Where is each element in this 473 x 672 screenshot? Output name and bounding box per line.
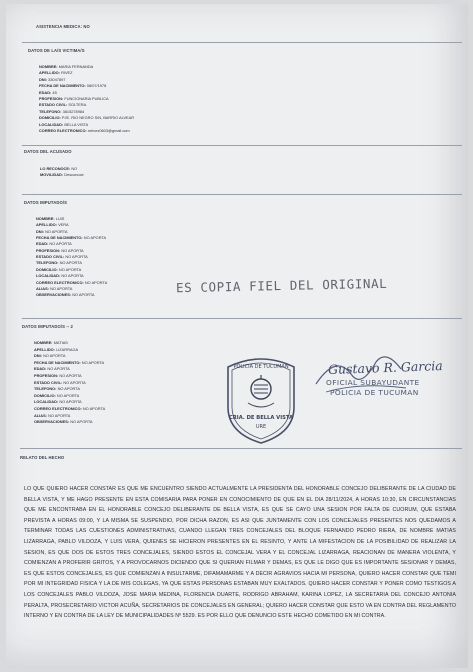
victima-field-row: [39, 128, 130, 134]
imputado2-field-label: LOCALIDAD:: [34, 399, 59, 405]
imputado1-field-label: EDAD:: [36, 241, 49, 247]
copia-fiel-stamp: ES COPIA FIEL DEL ORIGINAL: [175, 275, 388, 296]
imputado1-field-row: [36, 229, 67, 235]
imputado1-field-label: APELLIDO:: [36, 222, 57, 228]
imputado2-field-label: NOMBRE:: [34, 340, 53, 345]
victima-field-row: [39, 64, 93, 70]
imputado2-field-value: NO APORTA: [43, 353, 66, 359]
victima-field-value: 08/07/1978: [86, 83, 107, 89]
imputado1-field-value: NO APORTA: [61, 273, 84, 279]
victima-field-label: FECHA DE NACIMIENTO:: [39, 83, 86, 89]
victima-field-row: [39, 115, 134, 121]
imputado1-field-row: [36, 241, 72, 247]
divider: [22, 42, 462, 43]
seal-top-text: POLICIA DE TUCUMAN: [233, 364, 289, 370]
victima-field-value: MARIA FERNANDA: [58, 64, 94, 69]
imputado2-field-label: ESTADO CIVIL:: [34, 379, 63, 385]
imputado1-field-row: [36, 235, 106, 241]
imputado2-field-row: [34, 386, 80, 392]
imputado1-field-label: DOMICILIO:: [36, 266, 58, 272]
imputado2-field-value: NO APORTA: [59, 373, 82, 378]
imputado2-field-value: NO APORTA: [59, 399, 82, 405]
imputado1-field-value: NO APORTA: [58, 266, 82, 272]
acusado-field-row: [40, 166, 77, 172]
imputado2-field-row: [34, 406, 105, 412]
imputado2-field-label: DNI:: [34, 353, 42, 359]
relato-section-title: RELATO DEL HECHO: [20, 455, 65, 460]
imputado2-field-row: [34, 353, 65, 359]
police-seal-icon: [218, 353, 304, 445]
imputado1-field-value: NO APORTA: [50, 285, 73, 291]
imputado2-field-value: MATIAS: [53, 340, 68, 345]
imputado2-field-label: TELEFONO:: [34, 386, 57, 392]
victima-field-row: [39, 102, 86, 108]
acusado-field-value: Desconoce: [64, 172, 84, 178]
victima-field-row: [39, 109, 84, 115]
imputado2-field-label: FECHA DE NACIMIENTO:: [34, 359, 81, 365]
seal-sub-text: URE: [255, 424, 267, 430]
imputado2-field-row: [34, 347, 78, 353]
victima-field-label: DNI:: [39, 76, 47, 82]
imputado2-field-label: DOMICILIO:: [34, 392, 56, 398]
imputado1-field-label: PROFESION:: [36, 247, 61, 253]
imputado1-field-value: NO APORTA: [61, 247, 84, 253]
imputado2-field-value: NO APORTA: [47, 366, 70, 372]
imputado1-field-row: [36, 248, 84, 254]
victima-field-row: [39, 70, 73, 76]
victima-field-value: RIVEZ: [61, 70, 73, 76]
acusado-field-value: NO: [71, 166, 78, 171]
imputado1-field-label: CORREO ELECTRONICO:: [36, 279, 84, 285]
imputado2-field-value: NO APORTA: [48, 412, 71, 418]
imputado1-field-row: [36, 286, 72, 292]
divider: [22, 194, 462, 195]
victima-field-row: [39, 83, 106, 89]
imputado2-field-value: NO APORTA: [57, 386, 80, 392]
victima-field-row: [39, 90, 57, 96]
victima-field-label: PROFESION:: [39, 96, 64, 101]
imputado1-field-value: NO APORTA: [49, 241, 72, 247]
signature-scribble-icon: [306, 344, 416, 404]
imputado1-field-label: ESTADO CIVIL:: [36, 254, 65, 260]
victima-field-label: LOCALIDAD:: [39, 121, 64, 127]
imputado1-field-row: [36, 273, 84, 279]
acusado-field-label: LO RECONOCE:: [40, 166, 71, 171]
victima-field-value: PJE. RIO NEGRO S/N, BARRIO ALVEAR: [61, 115, 135, 121]
imputado2-field-label: EDAD:: [34, 366, 47, 372]
victima-field-row: [39, 122, 88, 128]
asistencia-medica: ASISTENCIA MEDICA: NO: [36, 24, 90, 29]
imputado1-field-row: [36, 222, 69, 228]
victima-field-value: SOLTERA: [68, 102, 87, 108]
imputado2-field-row: [34, 373, 82, 379]
imputado1-field-row: [36, 260, 82, 266]
imputado1-field-value: NO APORTA: [72, 292, 95, 298]
imputado2-field-row: [34, 360, 104, 366]
imputado1-field-value: NO APORTA: [59, 260, 82, 266]
imputado1-field-row: [36, 292, 95, 298]
imputado1-field-row: [36, 280, 107, 286]
imputado1-field-value: LUIS: [55, 216, 65, 221]
imputado1-section-title: DATOS IMPUTADO/S: [24, 200, 68, 205]
victima-field-label: EDAD:: [39, 89, 52, 95]
imputado1-field-label: OBSERVACIONES:: [36, 292, 72, 298]
victima-field-label: NOMBRE:: [39, 64, 58, 69]
imputado2-field-value: NO APORTA: [81, 359, 105, 365]
imputado1-field-label: NOMBRE:: [36, 216, 55, 221]
signature-role: OFICIAL SUBAYUDANTE: [326, 378, 420, 387]
imputado1-field-value: NO APORTA: [84, 279, 108, 285]
imputado2-field-value: LIZARRAGA: [56, 346, 79, 352]
imputado2-field-row: [34, 393, 79, 399]
imputado2-field-label: PROFESION:: [34, 373, 59, 378]
acusado-section-title: DATOS DEL ACUSADO: [24, 149, 72, 154]
signature-name: Gustavo R. Garcia: [327, 358, 443, 377]
imputado2-field-row: [34, 419, 93, 425]
imputado2-field-value: NO APORTA: [70, 419, 93, 425]
imputado2-field-row: [34, 366, 70, 372]
victima-field-label: ESTADO CIVIL:: [39, 102, 68, 108]
imputado1-field-value: NO APORTA: [65, 254, 88, 260]
imputado1-field-label: ALIAS:: [36, 285, 49, 291]
victima-field-row: [39, 77, 65, 83]
victima-field-label: TELEFONO:: [39, 108, 62, 114]
imputado1-field-label: LOCALIDAD:: [36, 273, 61, 279]
victima-section-title: DATOS DE LA/S VICTIMA/S: [28, 48, 85, 53]
imputado1-field-value: NO APORTA: [83, 235, 107, 241]
victima-field-value: 3815278984: [62, 108, 85, 114]
imputado1-field-label: FECHA DE NACIMIENTO:: [36, 235, 83, 241]
imputado2-field-row: [34, 399, 82, 405]
victima-field-label: DOMICILIO:: [39, 115, 61, 121]
acusado-field-row: [40, 172, 84, 178]
imputado1-field-label: TELEFONO:: [36, 260, 59, 266]
relato-text: LO QUE QUIERO HACER CONSTAR ES QUE ME ENCUENTRO SIENDO ACTUALMENTE LA PRESIDENTA DEL HONORABLE CONCEJO DELIBERANTE DE LA CIUDAD DE BELLA VISTA, Y ME HAGO PRESENTE EN ESTA COMISARIA PARA PONER EN CONOCIMIENTO DE QUE EN EL DIA 28/11/2024, A HORAS 10:30, EN CIRCUNSTANCIAS QUE ME ENCONTRABA EN EL HONORABLE CONCEJO DELIBERANTE DE BELLA VISTA, ES QUE SE CAYO UNA SESION POR FALTA DE CUORUM, QUE ESTABA PREVISTA A HORAS 09:00, Y LA MISMA SE SUSPENDIO, POR DICHA RAZON, ES ASI QUE JUNTAMENTE CON LOS CONCEJALES PRESENTES NOS QUEDAMOS A TERMINAR TODAS LAS CUESTIONES ADMINISTRATIVAS, CUANDO LLEGAN TRES CONCEJALES DEL BLOQUE FERNANDO PEDRO RIERA, DE NOMBRE MATIAS LIZARRAGA, PABLO VILDOZA, Y LUIS VERA, QUIENES SE HICIERON PRESENTES EN EL RESINTO, Y ANTE LA MIFESTACION DE LA POSIBILIDAD DE REALIZAR LA SESION, ES QUE DOS DE ESTOS TRES CONCEJALES, SIENDO ESTOS EL CONCEJAL VERA Y EL CONCEJAL LIZARRAGA, REACIONAN DE MANERA VIOLENTA, Y COMIENZAN A PROFERIR GRITOS, Y A PROVOCARNOS DICIENDO QUE SI QUERIAN FILMAR Y DEMAS, ES QUE LE DIGO QUE ES IMPORTANTE SESIONAR Y DEMAS, ES QUE ESTOS CONCEJALES, ES QUE COMIENZAN A INSULTARME, DIFAMAMARME Y A DECIR AGRAVIOS HACIA MI PERSONA, QUIERO HACER CONSTAR QUE TEMI POR MI INTEGRIDAD FISICA Y LA DE MIS COLEGAS, YA QUE ESTAS PERSONAS ESTABAN MUY EXALTADOS. QUIERO HACER CONSTAR Y PONER COMO TESTIGOS A LOS CONCEJALES PABLO VILDOZA, JOSE MARIA MEDINA, FLORENCIA DUARTE, RODRIGO ABRAHAM, KARINA LOPEZ, LA SECRETARIA DEL CONCEJO ANTONIA PERALTA, PROSECRETARIO VICTOR ACUÑA, SECRETARIOS DE CONCEJALES EN GENERAL; QUIERO HACER CONSTAR QUE ESTO VA EN CONTRA DEL REGLAMENTO INTERNO Y EN CONTRA DE LA LEY DE MUNICIPALIDADES Nº 5529. ES POR ELLO QUE DENUNCIO ESTE HECHO COMETIDO EN MI CONTRA.: [24, 486, 456, 620]
imputado2-field-value: NO APORTA: [56, 392, 80, 398]
victima-field-label: APELLIDO:: [39, 70, 60, 76]
signature-org: POLICIA DE TUCUMAN: [330, 388, 419, 397]
victima-field-row: [39, 96, 109, 102]
divider: [22, 318, 462, 319]
imputado2-field-value: NO APORTA: [82, 406, 106, 411]
victima-field-value: 45: [52, 89, 57, 95]
divider: [20, 448, 462, 449]
victima-field-value: 33047897: [48, 76, 66, 82]
imputado1-field-row: [36, 254, 88, 260]
imputado1-field-label: DNI:: [36, 228, 44, 234]
imputado2-field-label: ALIAS:: [34, 412, 47, 418]
seal-bottom-text: CRIA. DE BELLA VISTA: [228, 415, 294, 421]
document-page: [6, 4, 468, 668]
imputado2-field-label: APELLIDO:: [34, 346, 55, 352]
victima-field-value: FUNCIONARIA PUBLICA: [64, 96, 109, 101]
imputado2-field-label: CORREO ELECTRONICO:: [34, 406, 82, 411]
divider: [22, 145, 462, 146]
imputado2-field-value: NO APORTA: [63, 379, 86, 385]
victima-field-label: CORREO ELECTRONICO:: [39, 128, 87, 133]
imputado2-section-title: DATOS IMPUTADO/S -- 2: [22, 324, 73, 329]
acusado-field-label: MOVILIDAD:: [40, 172, 64, 178]
imputado2-field-row: [34, 340, 68, 346]
imputado2-field-row: [34, 380, 86, 386]
imputado1-field-value: NO APORTA: [45, 228, 68, 234]
imputado2-field-label: OBSERVACIONES:: [34, 419, 70, 425]
victima-field-value: mrivez0603@gmail.com: [87, 128, 130, 133]
imputado1-field-row: [36, 216, 64, 222]
imputado1-field-row: [36, 267, 81, 273]
victima-field-value: BELLA VISTA: [64, 121, 89, 127]
imputado2-field-row: [34, 413, 70, 419]
imputado1-field-value: VERA: [58, 222, 69, 228]
